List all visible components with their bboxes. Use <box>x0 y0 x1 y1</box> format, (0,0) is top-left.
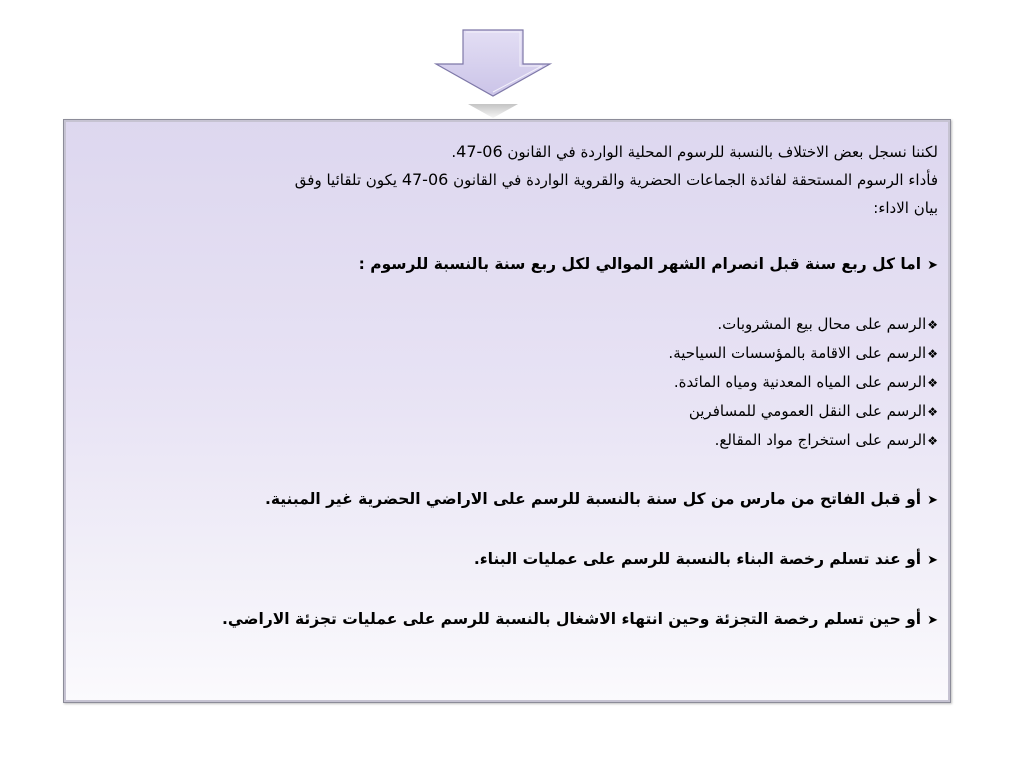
law-number: 47-06 <box>456 142 503 161</box>
deadline-item <box>124 485 938 515</box>
deadline-item <box>124 605 938 635</box>
arrow-bullet-icon: ➤ <box>927 613 938 628</box>
diamond-bullet-icon: ❖ <box>927 347 938 361</box>
arrow-bullet-icon: ➤ <box>927 493 938 508</box>
deadline-text: أو حين تسلم رخصة التجزئة وحين انتهاء الاشغال بالنسبة للرسم على عمليات تجزئة الاراضي. <box>221 610 922 628</box>
diamond-bullet-icon: ❖ <box>927 318 938 332</box>
fee-label: الرسم على النقل العمومي للمسافرين <box>688 402 927 420</box>
deadline-text: أو قبل الفاتح من مارس من كل سنة بالنسبة للرسم على الاراضي الحضرية غير المبنية. <box>264 490 922 508</box>
intro-text-2: فأداء الرسوم المستحقة لفائدة الجماعات الحضرية والقروية الواردة في القانون <box>448 171 938 189</box>
deadline-text: أو عند تسلم رخصة البناء بالنسبة للرسم على عمليات البناء. <box>473 550 922 568</box>
intro-end-2: يكون تلقائيا وفق <box>294 171 402 189</box>
text-body <box>124 138 938 635</box>
arrow-bullet-icon: ➤ <box>927 258 938 273</box>
fee-label: الرسم على الاقامة بالمؤسسات السياحية. <box>668 344 927 362</box>
fee-list <box>124 310 938 455</box>
fee-label: الرسم على استخراج مواد المقالع. <box>714 431 927 449</box>
diamond-bullet-icon: ❖ <box>927 376 938 390</box>
list-item <box>124 426 938 455</box>
intro-end-1: . <box>451 143 457 161</box>
intro-line-2 <box>124 166 938 194</box>
arrow-bullet-icon: ➤ <box>927 553 938 568</box>
intro-line-3: بيان الاداء: <box>873 199 938 217</box>
list-item <box>124 397 938 426</box>
fee-label: الرسم على المياه المعدنية ومياه المائدة. <box>673 373 927 391</box>
content-panel <box>63 119 951 703</box>
list-item <box>124 339 938 368</box>
list-item <box>124 368 938 397</box>
list-item <box>124 310 938 339</box>
quarterly-heading-text: اما كل ربع سنة قبل انصرام الشهر الموالي لكل ربع سنة بالنسبة للرسوم : <box>358 255 922 273</box>
intro-text-1: لكننا نسجل بعض الاختلاف بالنسبة للرسوم المحلية الواردة في القانون <box>502 143 938 161</box>
down-arrow-icon <box>418 26 568 118</box>
diamond-bullet-icon: ❖ <box>927 434 938 448</box>
quarterly-heading <box>124 250 938 280</box>
law-number: 47-06 <box>401 170 449 189</box>
fee-label: الرسم على محال بيع المشروبات. <box>717 315 927 333</box>
diamond-bullet-icon: ❖ <box>927 405 938 419</box>
deadline-item <box>124 545 938 575</box>
intro-line-1 <box>124 138 938 166</box>
